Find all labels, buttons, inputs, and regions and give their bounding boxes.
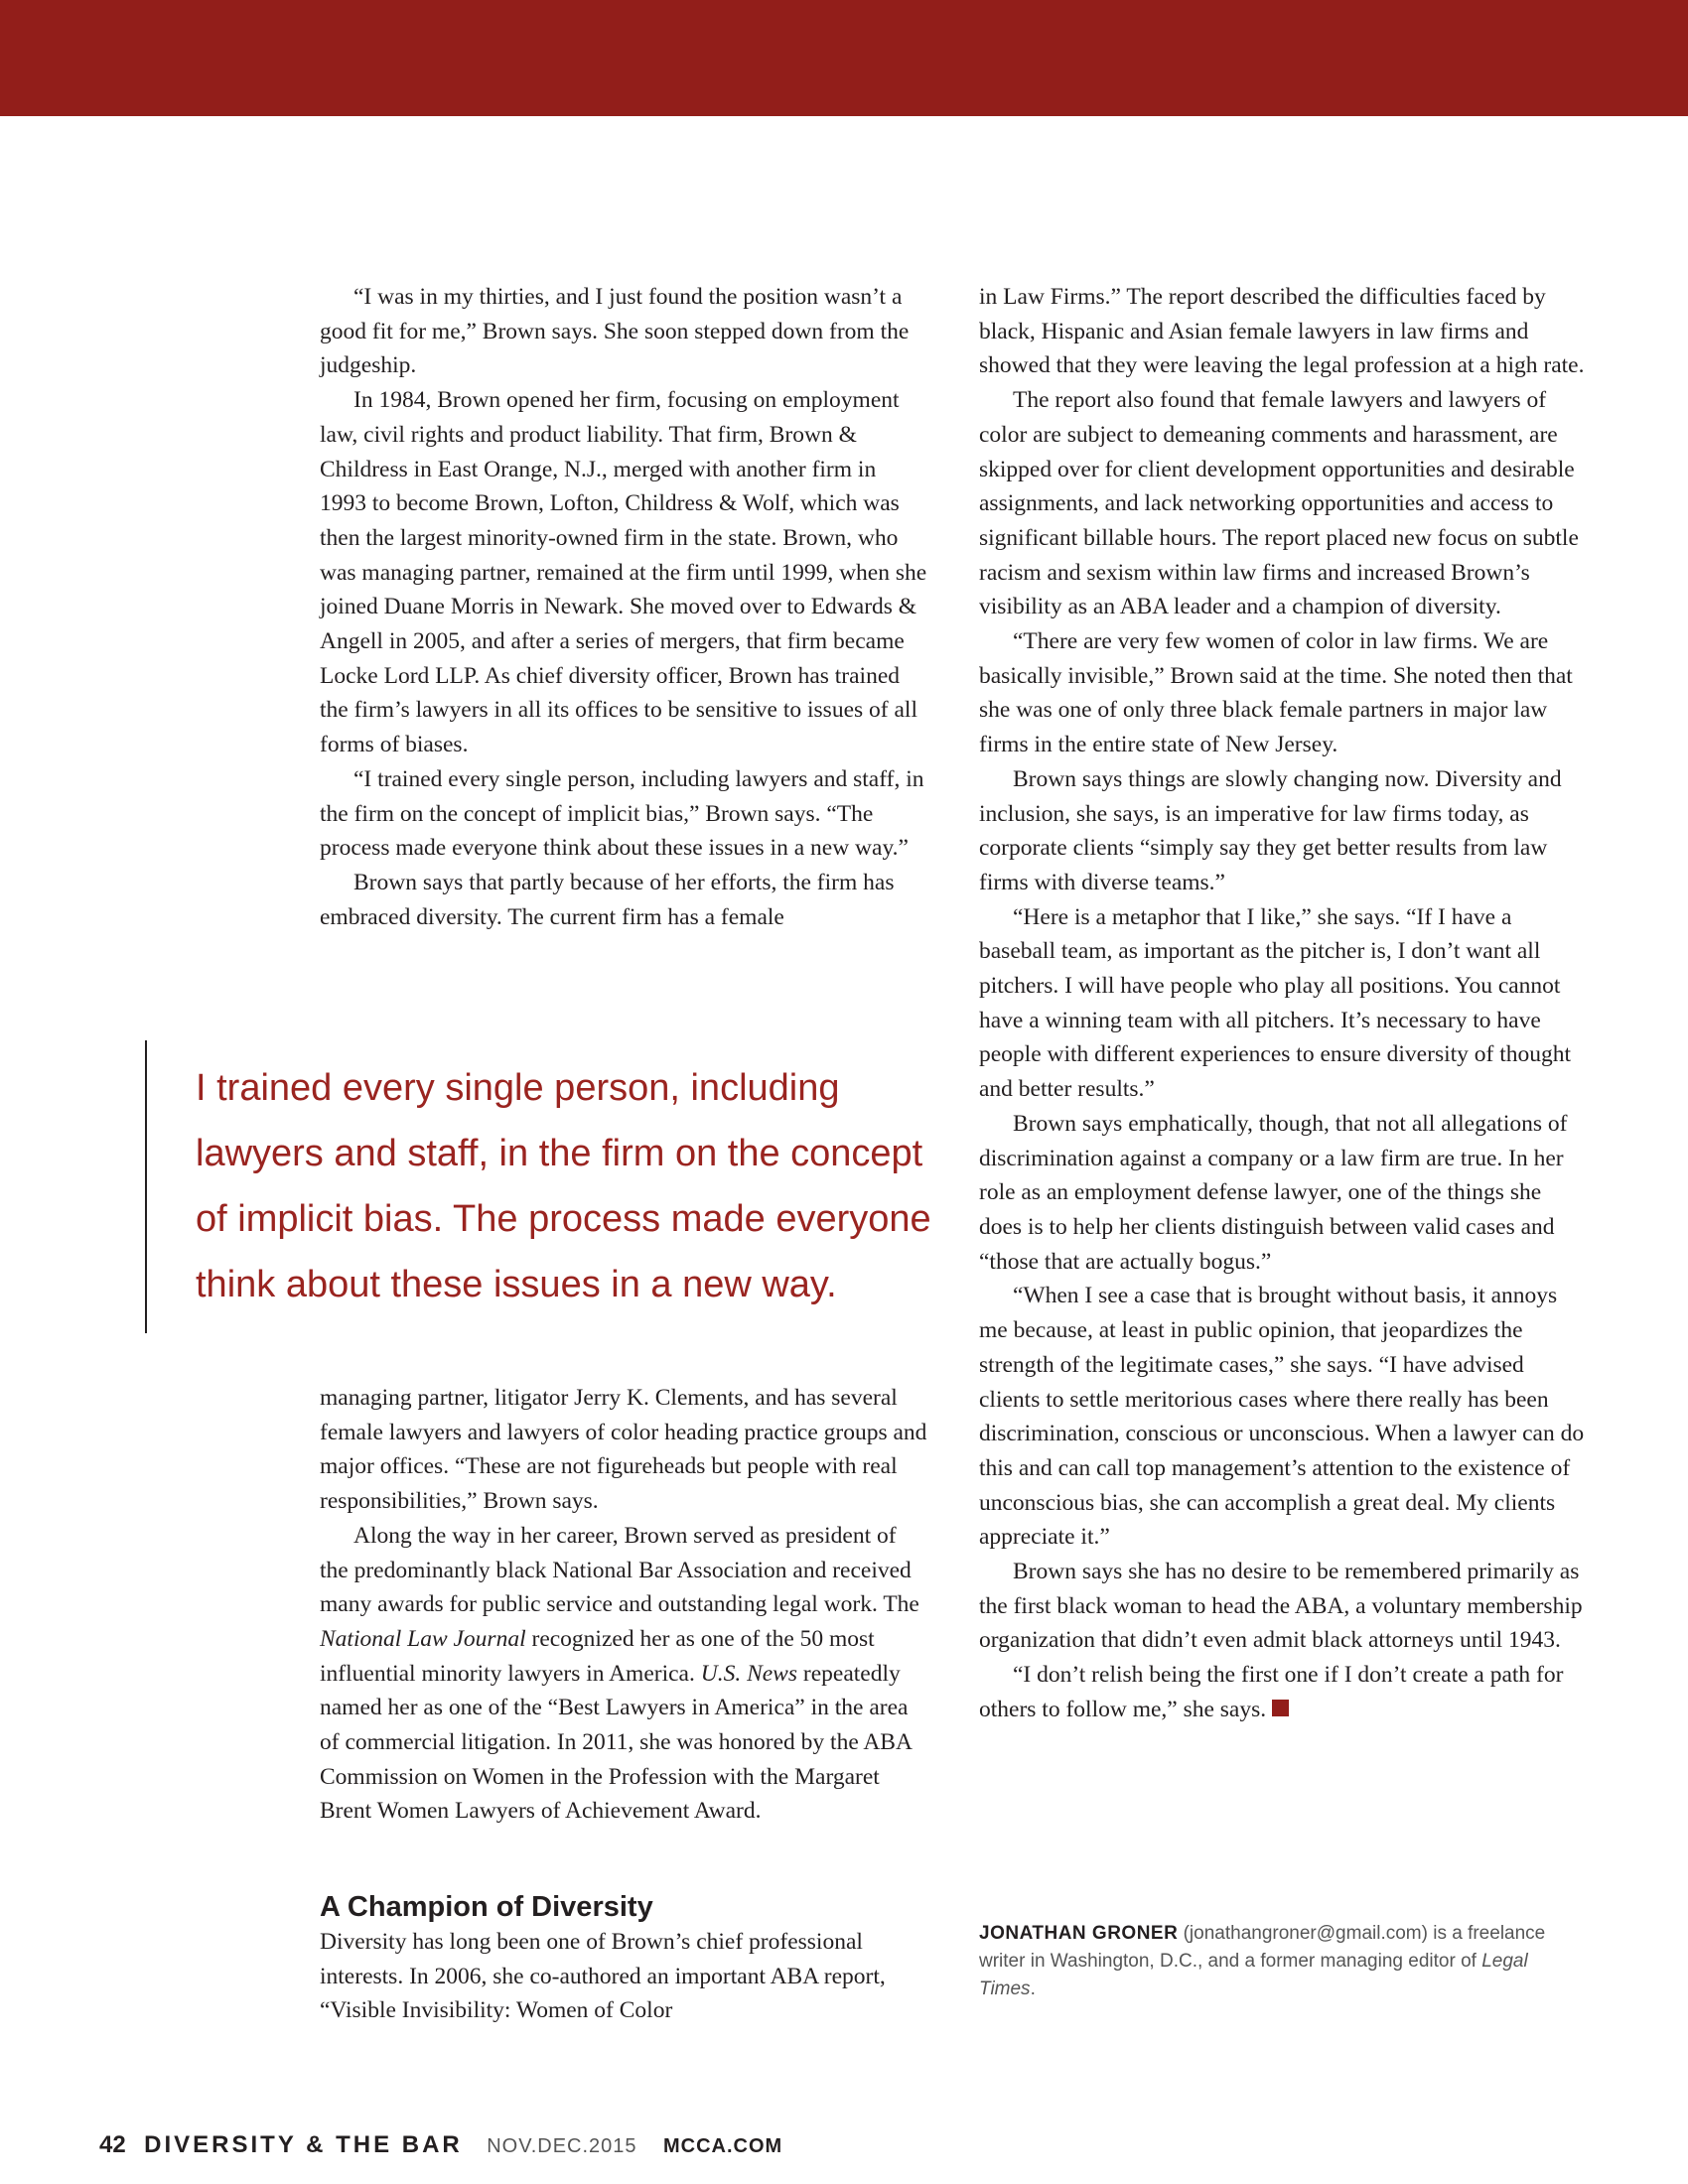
paragraph: Diversity has long been one of Brown’s chief professional interests. In 2006, she co-authored an important ABA report, “Visible Invisibility: Women of Color: [320, 1929, 886, 2024]
paragraph: managing partner, litigator Jerry K. Clements, and has several female lawyers and lawyers of color heading practice groups and major offices. “These are not figureheads but people with real responsibilities,” Brown says.: [320, 1385, 927, 1515]
paragraph: [320, 1519, 927, 1829]
section-intro: [320, 1925, 927, 2028]
page-footer: [99, 2131, 782, 2161]
paragraph: Brown says that partly because of her efforts, the firm has embraced diversity. The current firm has a female: [320, 869, 895, 930]
paragraph-text: recognized her as one of the 50 most influential minority lawyers in America.: [320, 1625, 875, 1687]
end-of-story-icon: [1272, 1700, 1289, 1716]
paragraph: “Here is a metaphor that I like,” she says. “If I have a baseball team, as important as the pitcher is, I don’t want all pitchers. I will have people who play all positions. You cannot have a winning team with all pitchers. It’s necessary to have people with different experiences to ensure diversity of thought and better results.”: [979, 903, 1572, 1103]
paragraph: In 1984, Brown opened her firm, focusing on employment law, civil rights and product liability. That firm, Brown & Childress in East Orange, N.J., merged with another firm in 1993 to become Brown, Lofton, Childress & Wolf, which was then the largest minority-owned firm in the state. Brown, who was managing partner, remained at the firm until 1999, when she joined Duane Morris in Newark. She moved over to Edwards & Angell in 2005, and after a series of mergers, that firm became Locke Lord LLP. As chief diversity officer, Brown has trained the firm’s lawyers in all its offices to be sensitive to issues of all forms of biases.: [320, 387, 927, 758]
pull-quote-rule: [145, 1040, 147, 1333]
left-column-bottom: [320, 1381, 927, 1829]
paragraph-text: repeatedly named her as one of the “Best Lawyers in America” in the area of commercial litigation. In 2011, she was honored by the ABA Commission on Women in the Profession with the Margaret Brent Women Lawyers of Achievement Award.: [320, 1660, 912, 1825]
website: MCCA.COM: [663, 2135, 783, 2157]
paragraph: [979, 1658, 1587, 1726]
issue-date: NOV.DEC.2015: [487, 2135, 637, 2157]
paragraph: “I trained every single person, including lawyers and staff, in the firm on the concept of implicit bias,” Brown says. “The process made everyone think about these issues in a new way.”: [320, 765, 924, 862]
publication-name: Legal Times: [979, 1951, 1528, 1999]
paragraph: “When I see a case that is brought without basis, it annoys me because, at least in public opinion, that jeopardizes the strength of the legitimate cases,” she says. “I have advised clients to settle meritorious cases where there really has been discrimination, conscious or unconscious. When a lawyer can do this and can call top management’s attention to the existence of unconscious bias, she can accomplish a great deal. My clients appreciate it.”: [979, 1283, 1585, 1551]
paragraph: Brown says emphatically, though, that not all allegations of discrimination against a company or a law firm are true. In her role as an employment defense lawyer, one of the things she does is to help her clients distinguish between valid cases and “those that are actually bogus.”: [979, 1110, 1568, 1275]
pull-quote: I trained every single person, including lawyers and staff, in the firm on the concept of implicit bias. The process made everyone think about these issues in a new way.: [196, 1067, 931, 1305]
author-name: JONATHAN GRONER: [979, 1923, 1179, 1944]
magazine-name: DIVERSITY & THE BAR: [144, 2131, 463, 2158]
publication-name: National Law Journal: [320, 1625, 526, 1652]
paragraph: The report also found that female lawyers and lawyers of color are subject to demeaning comments and harassment, are skipped over for client development opportunities and desirable assignments, and lack networking opportunities and access to significant billable hours. The report placed new focus on subtle racism and sexism within law firms and increased Brown’s visibility as an ABA leader and a champion of diversity.: [979, 387, 1579, 620]
page-number: 42: [99, 2131, 126, 2158]
paragraph: in Law Firms.” The report described the difficulties faced by black, Hispanic and Asian female lawyers in law firms and showed that they were leaving the legal profession at a high rate.: [979, 284, 1585, 379]
paragraph: “I was in my thirties, and I just found the position wasn’t a good fit for me,” Brown says. She soon stepped down from the judgeship.: [320, 284, 910, 379]
paragraph: “There are very few women of color in law firms. We are basically invisible,” Brown said at the time. She noted then that she was one of only three black female partners in major law firms in the entire state of New Jersey.: [979, 628, 1573, 758]
author-bio: [979, 1920, 1587, 2003]
paragraph: Brown says she has no desire to be remembered primarily as the first black woman to head the ABA, a voluntary membership organization that didn’t even admit black attorneys until 1943.: [979, 1559, 1583, 1654]
right-column: [979, 280, 1587, 1727]
bio-end: .: [1030, 1979, 1036, 1999]
section-heading: A Champion of Diversity: [320, 1891, 653, 1923]
header-bar: [0, 0, 1688, 116]
paragraph: Brown says things are slowly changing now. Diversity and inclusion, she says, is an imperative for law firms today, as corporate clients “simply say they get better results from law firms with diverse teams.”: [979, 765, 1562, 895]
left-column-top: [320, 280, 927, 934]
bio-text: (jonathangroner@gmail.com) is a freelance writer in Washington, D.C., and a former managing editor of: [979, 1923, 1546, 1972]
paragraph-text: Along the way in her career, Brown served as president of the predominantly black National Bar Association and received many awards for public service and outstanding legal work. The: [320, 1522, 919, 1618]
paragraph-text: “I don’t relish being the first one if I don’t create a path for others to follow me,” she says.: [979, 1662, 1564, 1722]
publication-name: U.S. News: [700, 1660, 798, 1687]
